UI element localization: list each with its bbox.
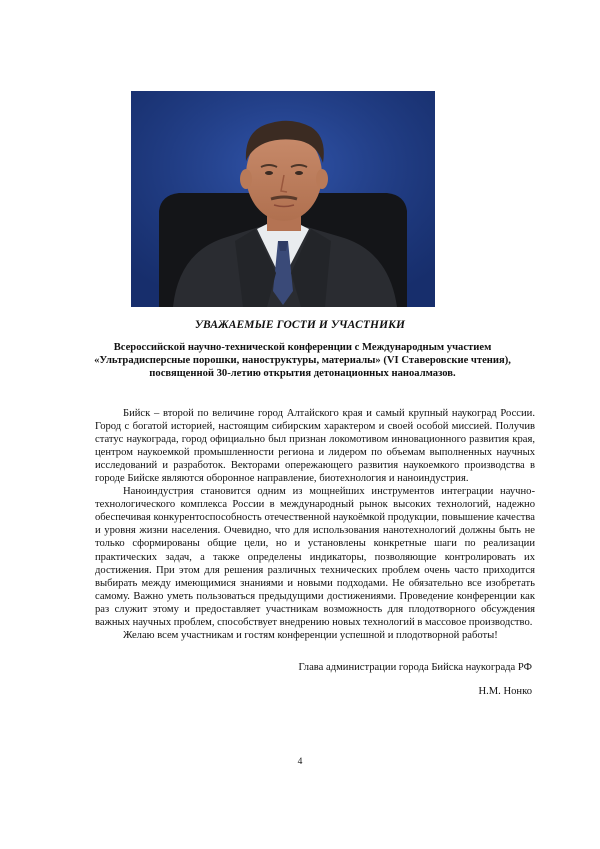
- subtitle-line: Всероссийской научно-технической конференции с Международным участием: [113, 342, 492, 353]
- paragraph: Наноиндустрия становится одним из мощнейших инструментов интеграции научно-технологического комплекса России в международный рынок высоких технологий, надежно обеспечивая конкурентоспособность отечественной наукоёмкой продукции, повышение качества и уровня жизни населения. Очевидно, что для использования нанотехнологий должны быть не только сформированы общие цели, но и установлены конкретные шаги по реализации практических задач, а также определены индикаторы, позволяющие контролировать их достижения. При этом для решения различных технических проблем очень часто приходится выбирать между имеющимися знаниями и новыми подходами. Не обязательно все изобретать самому. Важно уметь пользоваться предыдущими достижениями. Проведение конференции как раз служит этому и предоставляет участникам возможность для плодотворного обсуждения важных научных проблем, способствует внедрению новых технологий в массовое производство.: [95, 486, 535, 628]
- portrait-photo: [131, 91, 435, 307]
- paragraph: Бийск – второй по величине город Алтайского края и самый крупный наукоград России. Город с богатой историей, настоящим сибирским характером и своей особой миссией. Получив статус наукограда, город официально был признан локомотивом инновационного развития края, центром наукоемкой промышленности региона и лидером по объемам выполненных научных исследований и разработок. Векторами опережающего развития наукоемкого производства в городе Бийске являются оборонное направление, биотехнология и наноиндустрия.: [95, 408, 535, 485]
- greeting-heading: УВАЖАЕМЫЕ ГОСТИ И УЧАСТНИКИ: [194, 319, 406, 331]
- conference-subtitle: [60, 341, 545, 380]
- signature-name: Н.М. Нонко: [478, 686, 532, 697]
- page-number: 4: [297, 757, 303, 767]
- letter-body: [95, 407, 535, 642]
- signature-title: Глава администрации города Бийска наукограда РФ: [298, 662, 532, 673]
- subtitle-line: «Ультрадисперсные порошки, наноструктуры, материалы» (VI Ставеровские чтения),: [94, 355, 511, 366]
- paragraph: Желаю всем участникам и гостям конференции успешной и плодотворной работы!: [123, 629, 498, 641]
- subtitle-line: посвященной 30-летию открытия детонационных наноалмазов.: [149, 368, 456, 379]
